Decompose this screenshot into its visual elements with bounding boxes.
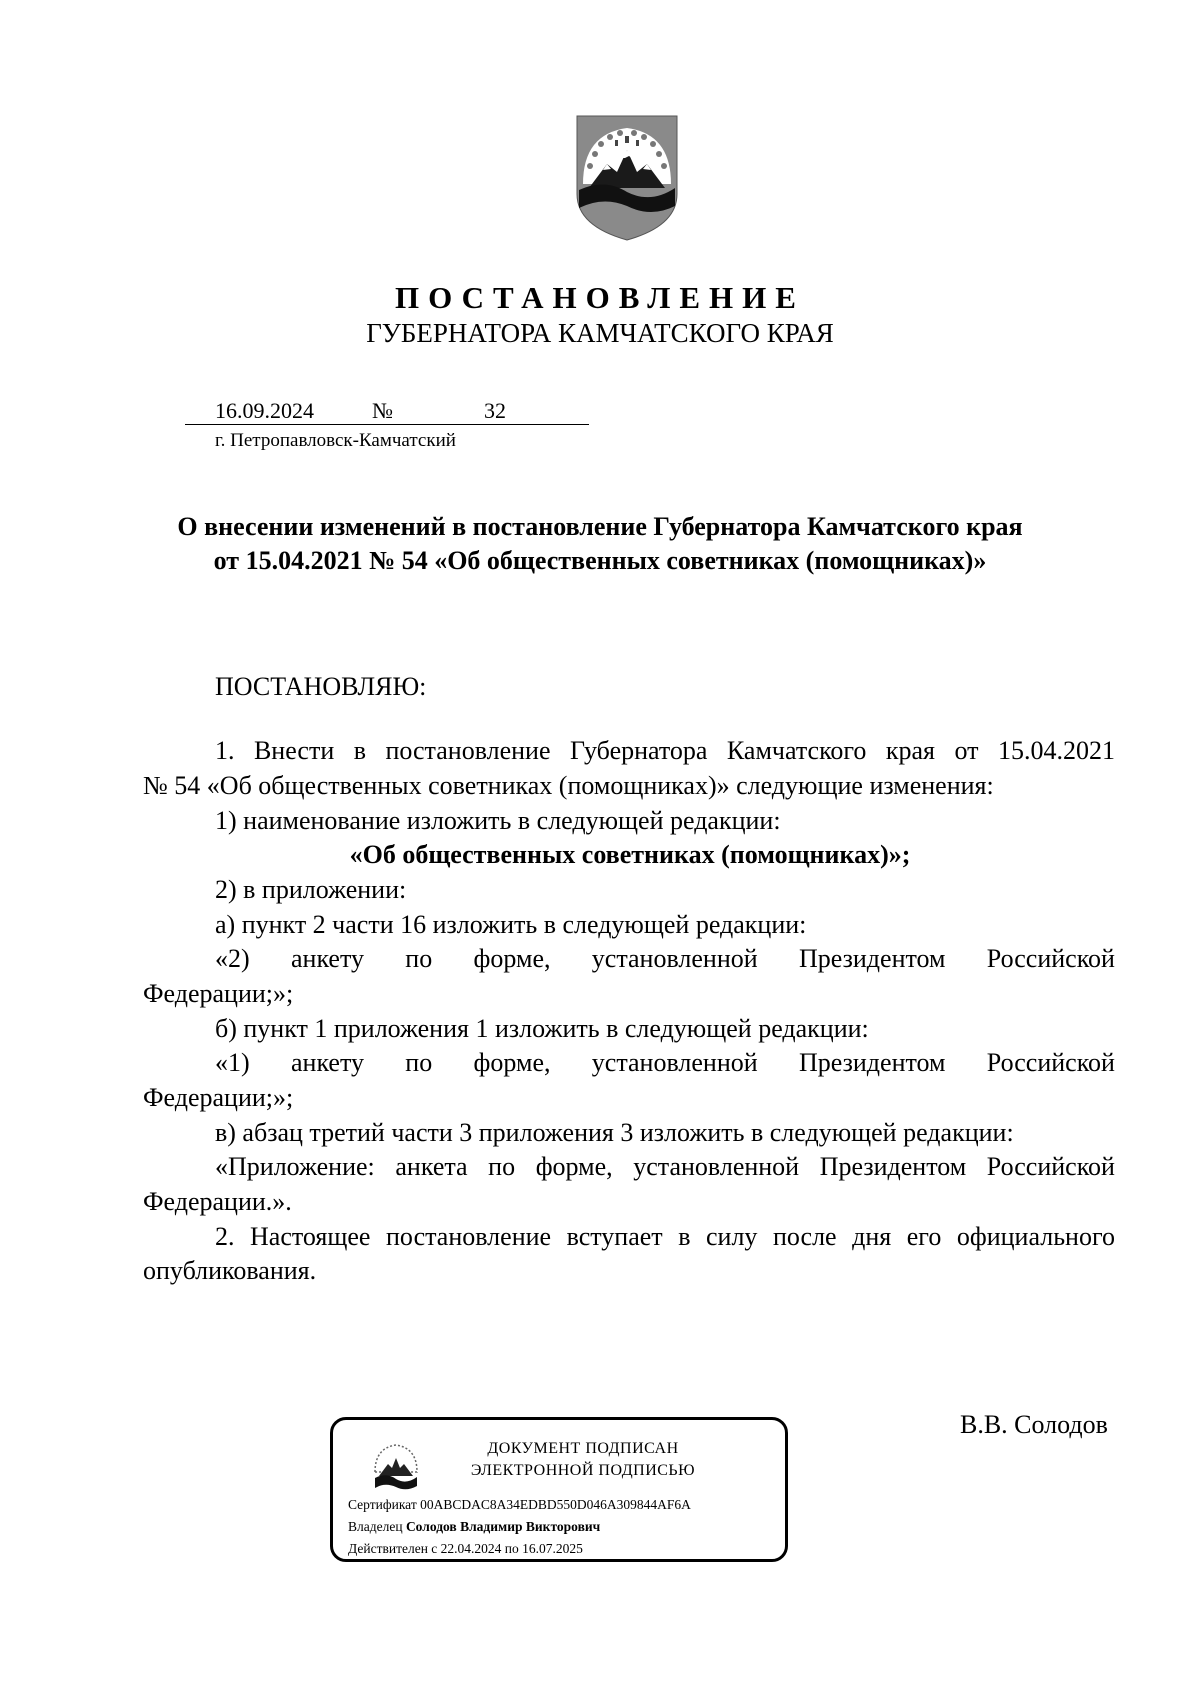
item-a-quote-end: Федерации;»; bbox=[143, 979, 294, 1008]
item-a-quote-line bbox=[215, 944, 1115, 974]
valid-to-label: по bbox=[504, 1541, 519, 1556]
word: 1. bbox=[215, 736, 235, 765]
word: его bbox=[906, 1222, 942, 1251]
stamp-certificate bbox=[348, 1497, 691, 1513]
word: силу bbox=[706, 1222, 758, 1251]
document-date: 16.09.2024 bbox=[215, 398, 314, 423]
word: официального bbox=[956, 1222, 1115, 1251]
word: форме, bbox=[473, 1048, 551, 1077]
word: установленной bbox=[591, 944, 758, 973]
word: по bbox=[488, 1152, 516, 1181]
document-number: 32 bbox=[484, 398, 506, 423]
word: дня bbox=[852, 1222, 892, 1251]
valid-to: 16.07.2025 bbox=[522, 1541, 583, 1556]
word: установленной bbox=[591, 1048, 758, 1077]
item-a-line: а) пункт 2 части 16 изложить в следующей редакции: bbox=[215, 910, 807, 939]
word: «Приложение: bbox=[215, 1152, 375, 1181]
owner-label: Владелец bbox=[348, 1519, 403, 1534]
para-2-line-1 bbox=[215, 1222, 1115, 1252]
para-2-line-2: опубликования. bbox=[143, 1256, 317, 1285]
item-b-line: б) пункт 1 приложения 1 изложить в следующей редакции: bbox=[215, 1014, 869, 1043]
valid-from: 22.04.2024 bbox=[440, 1541, 502, 1556]
word: форме, bbox=[473, 944, 551, 973]
item-v-quote-end: Федерации.». bbox=[143, 1187, 292, 1216]
heading-line-1: О внесении изменений в постановление Губернатора Камчатского края bbox=[177, 512, 1023, 541]
valid-label: Действителен с bbox=[348, 1541, 438, 1556]
word: установленной bbox=[633, 1152, 800, 1181]
certificate-label: Сертификат bbox=[348, 1497, 417, 1512]
stamp-validity bbox=[348, 1541, 583, 1557]
owner-value: Солодов Владимир Викторович bbox=[405, 1519, 601, 1534]
word: Губернатора bbox=[569, 736, 708, 765]
new-name-text: «Об общественных советниках (помощниках)»; bbox=[349, 840, 911, 869]
word: 15.04.2021 bbox=[997, 736, 1115, 765]
word: в bbox=[353, 736, 366, 765]
word: постановление bbox=[385, 736, 551, 765]
certificate-value: 00ABCDAC8A34EDBD550D046A309844AF6A bbox=[420, 1497, 691, 1512]
word: Камчатского bbox=[726, 736, 867, 765]
stamp-owner bbox=[348, 1519, 600, 1535]
document-heading bbox=[130, 510, 1070, 578]
para-1-line-2: № 54 «Об общественных советниках (помощниках)» следующие изменения: bbox=[143, 771, 994, 800]
word: 2. bbox=[215, 1222, 235, 1251]
item-b-quote-line bbox=[215, 1048, 1115, 1078]
stamp-title-line-2: ЭЛЕКТРОННОЙ ПОДПИСЬЮ bbox=[470, 1462, 696, 1479]
word: Российской bbox=[986, 944, 1115, 973]
word: Настоящее bbox=[250, 1222, 371, 1251]
word: постановление bbox=[386, 1222, 552, 1251]
word: Внести bbox=[253, 736, 335, 765]
word: «2) bbox=[215, 944, 250, 973]
word: после bbox=[772, 1222, 837, 1251]
electronic-signature-stamp bbox=[330, 1417, 788, 1562]
document-city: г. Петропавловск-Камчатский bbox=[215, 430, 456, 451]
word: Президентом bbox=[798, 944, 946, 973]
para-1-line-1 bbox=[215, 736, 1115, 766]
number-sign: № bbox=[372, 398, 393, 423]
para-1-sub-2: 2) в приложении: bbox=[215, 875, 407, 904]
word: «1) bbox=[215, 1048, 250, 1077]
word: Президентом bbox=[798, 1048, 946, 1077]
resolve-word: ПОСТАНОВЛЯЮ: bbox=[215, 672, 427, 701]
document-subtitle: ГУБЕРНАТОРА КАМЧАТСКОГО КРАЯ bbox=[366, 318, 834, 348]
stamp-title-line-1: ДОКУМЕНТ ПОДПИСАН bbox=[487, 1440, 679, 1457]
item-b-quote-end: Федерации;»; bbox=[143, 1083, 294, 1112]
word: вступает bbox=[566, 1222, 663, 1251]
word: по bbox=[405, 944, 433, 973]
heading-line-2: от 15.04.2021 № 54 «Об общественных советниках (помощниках)» bbox=[213, 546, 987, 575]
word: анкету bbox=[290, 944, 364, 973]
coat-of-arms-icon bbox=[575, 114, 679, 242]
item-v-quote-line bbox=[215, 1152, 1115, 1182]
word: Российской bbox=[986, 1048, 1115, 1077]
signer-name: В.В. Солодов bbox=[960, 1410, 1108, 1439]
word: по bbox=[405, 1048, 433, 1077]
word: Российской bbox=[986, 1152, 1115, 1181]
word: в bbox=[678, 1222, 691, 1251]
item-v-line: в) абзац третий части 3 приложения 3 изложить в следующей редакции: bbox=[215, 1118, 1014, 1147]
word: анкета bbox=[395, 1152, 468, 1181]
word: анкету bbox=[290, 1048, 364, 1077]
word: края bbox=[885, 736, 936, 765]
word: от bbox=[954, 736, 979, 765]
word: форме, bbox=[535, 1152, 613, 1181]
para-1-sub-1: 1) наименование изложить в следующей редакции: bbox=[215, 806, 781, 835]
word: Президентом bbox=[819, 1152, 967, 1181]
document-title: ПОСТАНОВЛЕНИЕ bbox=[395, 280, 805, 315]
date-number-underline bbox=[185, 424, 589, 425]
